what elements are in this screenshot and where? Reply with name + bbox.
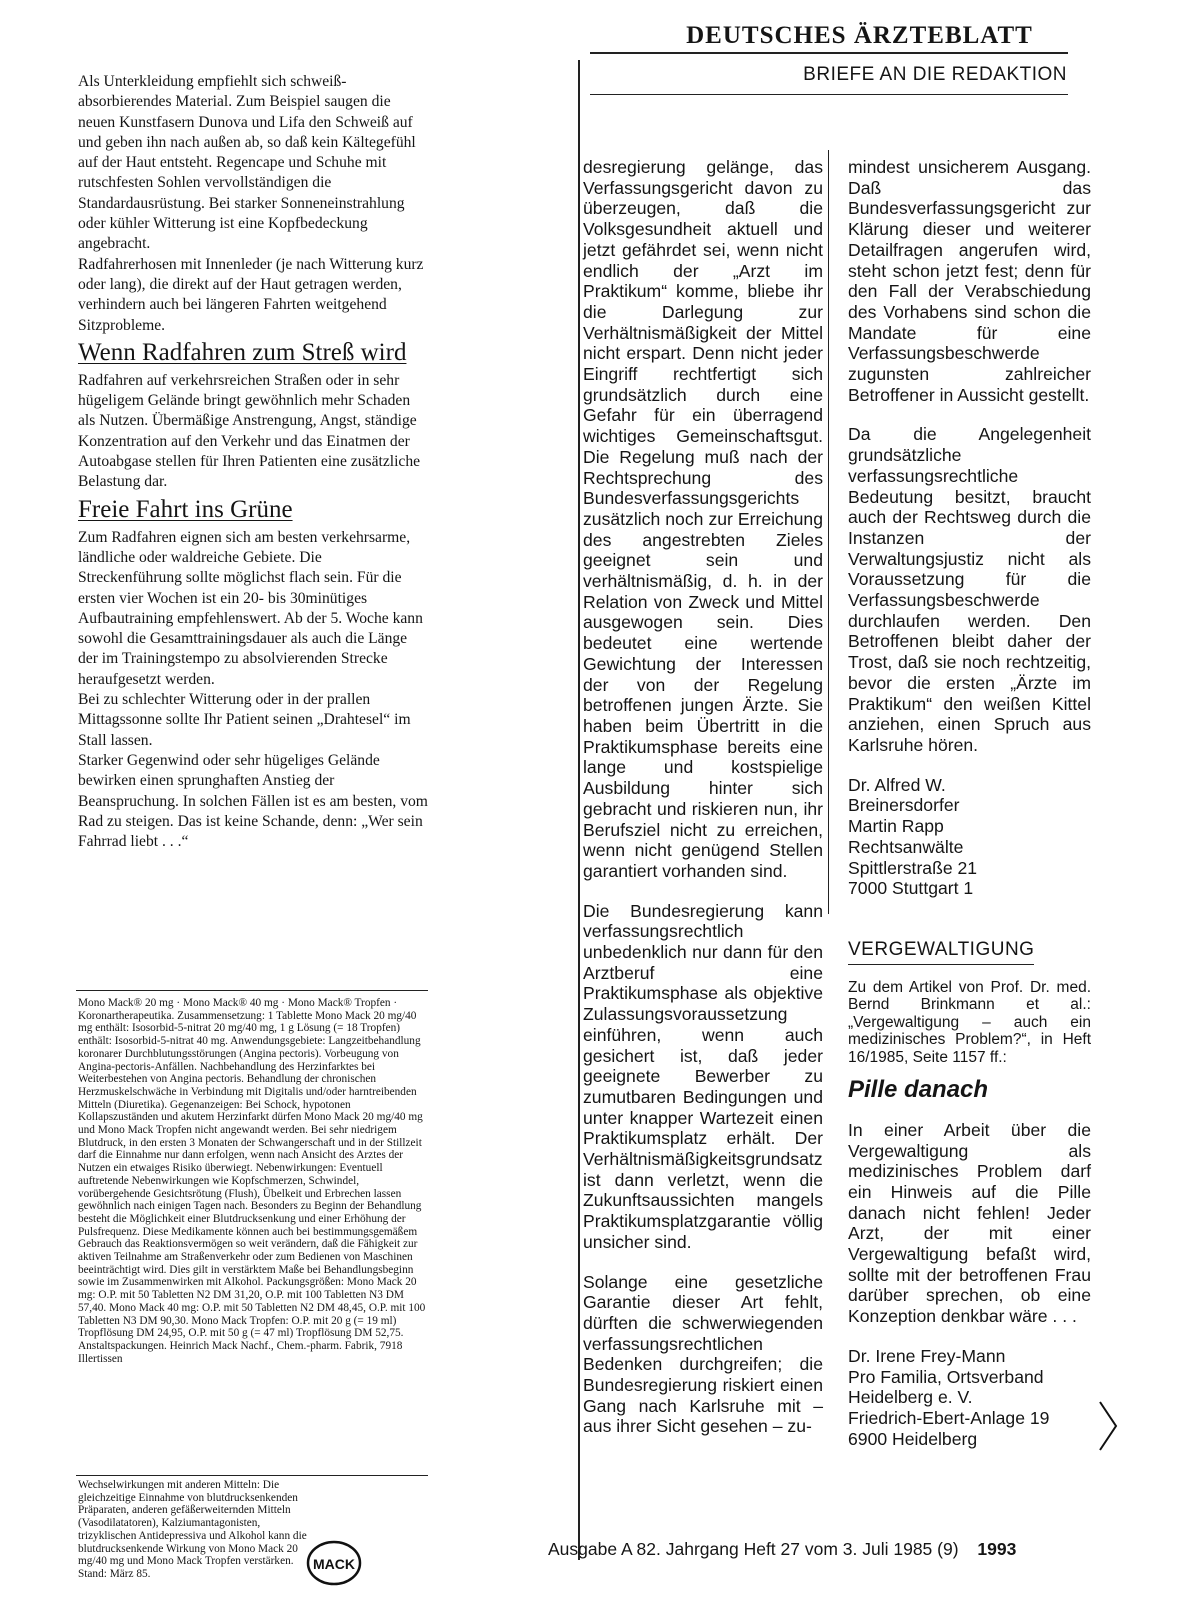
signature-2 — [848, 1346, 1091, 1450]
drug-ad-text: Mono Mack® 20 mg · Mono Mack® 40 mg · Mono Mack® Tropfen · Koronartherapeutika. Zusammensetzung: 1 Tablette Mono Mack 20 mg/40 mg enthält: Isosorbid-5-nitrat 20 mg/40 mg, 1 g Lösung (= 18 Tropfen) enthält: Isosorbid-5-nitrat 40 mg. Anwendungsgebiete: Langzeitbehandlung koronarer Durchblutungsstörungen (Angina pectoris). Vorbeugung von Angina-pectoris-Anfällen. Nachbehandlung des Herzinfarktes bei Weiterbestehen von Angina pectoris. Behandlung der chronischen Herzmuskelschwäche in Verbindung mit Digitalis und/oder harntreibenden Mitteln (Diuretika). Gegenanzeigen: Bei Schock, hypotonen Kollapszuständen und akutem Herzinfarkt dürfen Mono Mack 20 mg/40 mg und Mono Mack Tropfen nicht angewandt werden. Bei sehr niedrigem Blutdruck, in den ersten 3 Monaten der Schwangerschaft und in der Stillzeit darf die Einnahme nur dann erfolgen, wenn nach Ansicht des Arztes der Nutzen ein etwaiges Risiko überwiegt. Nebenwirkungen: Eventuell auftretende Nebenwirkungen wie Kopfschmerzen, Schwindel, vorübergehende Gesichtsrötung (Flush), Übelkeit und Erbrechen lassen gewöhnlich nach einigen Tagen nach. Besonders zu Beginn der Behandlung besteht die Möglichkeit einer Blutdrucksenkung und einer Erhöhung der Pulsfrequenz. Diese Medikamente können auch bei bestimmungsgemäßem Gebrauch das Reaktionsvermögen so weit verändern, daß die Fähigkeit zur aktiven Teilnahme am Straßenverkehr oder zum Bedienen von Maschinen beeinträchtigt wird. Dies gilt in verstärktem Maße bei Behandlungsbeginn sowie im Zusammenwirken mit Alkohol. Packungsgrößen: Mono Mack 20 mg: O.P. mit 50 Tabletten N2 DM 31,20, O.P. mit 100 Tabletten N3 DM 57,40. Mono Mack 40 mg: O.P. mit 50 Tabletten N2 DM 48,45, O.P. mit 100 Tabletten N3 DM 90,30. Mono Mack Tropfen: O.P. mit 20 g (= 19 ml) Tropflösung DM 24,95, O.P. mit 50 g (= 47 ml) Tropflösung DM 52,75. Anstaltspackungen. Heinrich Mack Nachf., Chem.-pharm. Fabrik, 7918 Illertissen — [78, 997, 426, 1365]
signature-line: Dr. Irene Frey-Mann — [848, 1345, 1006, 1366]
paragraph: Radfahrerhosen mit Innenleder (je nach Witterung kurz oder lang), die direkt auf der Haut getragen werden, verhindern auch bei längeren Fahrten weitgehend Sitzprobleme. — [78, 255, 424, 334]
masthead-rule — [590, 52, 1068, 54]
rubric: VERGEWALTIGUNG — [848, 940, 1034, 965]
paragraph: Starker Gegenwind oder sehr hügeliges Gelände bewirken einen sprunghaften Anstieg der Beanspruchung. In solchen Fällen ist es am besten, vom Rad zu steigen. Das ist keine Schande, denn: „Wer sein Fahrrad liebt . . .“ — [78, 751, 428, 851]
logo-text: MACK — [313, 1556, 355, 1572]
page-number: 1993 — [977, 1539, 1017, 1559]
paragraph: Solange eine gesetzliche Garantie dieser Art fehlt, dürften die schwerwiegenden verfassungsrechtlichen Bedenken durchgreifen; die Bundesregierung riskiert einen Gang nach Karlsruhe mit – aus ihrer Sicht gesehen – zu- — [583, 1271, 823, 1437]
signature-line: Spittlerstraße 21 — [848, 857, 978, 878]
paragraph: Zum Radfahren eignen sich am besten verkehrsarme, ländliche oder waldreiche Gebiete. Die Streckenführung sollte möglichst flach sein. Für die ersten vier Wochen ist ein 20- bis 30minütiges Aufbautraining empfehlenswert. Ab der 5. Woche kann sowohl die Gesamttrainingsdauer als auch die Länge der im Trainingstempo zu absolvierenden Strecke heraufgesetzt werden. — [78, 528, 423, 688]
paragraph: Da die Angelegenheit grundsätzliche verfassungsrechtliche Bedeutung besitzt, braucht auch der Rechtsweg durch die Instanzen der Verwaltungsjustiz nicht als Voraussetzung für die Verfassungsbeschwerde durchlaufen werden. Den Betroffenen bleibt daher der Trost, daß sie noch rechtzeitig, bevor die ersten „Ärzte im Praktikum“ den weißen Kittel anziehen, einen Spruch aus Karlsruhe hören. — [848, 424, 1091, 755]
signature-line: Rechtsanwälte — [848, 836, 964, 857]
mack-logo — [306, 1540, 362, 1586]
drug-ad-interactions: Wechselwirkungen mit anderen Mitteln: Die gleichzeitige Einnahme von blutdrucksenkenden Präparaten, anderen gefäßerweiternden Mitteln (Vasodilatatoren), Kalziumantagonisten, trizyklischen Antidepressiva und Alkohol kann die blutdrucksenkende Wirkung von Mono Mack 20 mg/40 mg und Mono Mack Tropfen verstärken. Stand: März 85. — [78, 1479, 307, 1580]
subheading: Freie Fahrt ins Grüne — [78, 495, 293, 523]
subheading: Wenn Radfahren zum Streß wird — [78, 338, 407, 366]
masthead: DEUTSCHES ÄRZTEBLATT — [686, 22, 1033, 49]
signature-line: Pro Familia, Ortsverband — [848, 1366, 1044, 1387]
signature-line: Martin Rapp — [848, 816, 944, 837]
letter-column-2 — [848, 157, 1091, 1449]
paragraph: Radfahren auf verkehrsreichen Straßen oder in sehr hügeligem Gelände bringt gewöhnlich mehr Schaden als Nutzen. Übermäßige Anstrengung, Angst, ständige Konzentration auf den Verkehr und das Einatmen der Autoabgase stellen für Ihren Patienten eine zusätzliche Belastung dar. — [78, 371, 421, 491]
ad-rule — [76, 1475, 428, 1476]
section-rule — [590, 94, 1068, 95]
paragraph: mindest unsicherem Ausgang. Daß das Bundesverfassungsgericht zur Klärung dieser und weiterer Detailfragen angerufen wird, steht schon jetzt fest; denn für den Fall der Verabschiedung des Vorhabens sind schon die Mandate für eine Verfassungsbeschwerde zugunsten zahlreicher Betroffener in Aussicht gestellt. — [848, 157, 1091, 405]
continue-arrow-icon — [1098, 1400, 1118, 1452]
signature-line: Dr. Alfred W. — [848, 774, 946, 795]
paragraph: Die Bundesregierung kann verfassungsrechtlich unbedenklich nur dann für den Arztberuf eine Praktikumsphase als objektive Zulassungsvoraussetzung einführen, wenn auch gesichert ist, daß jeder geeignete Bewerber zu zumutbaren Bedingungen und unter knapper Wartezeit einen Praktikumsplatz erhält. Der Verhältnismäßigkeitsgrundsatz ist dann verletzt, wenn die Zukunftsaussichten mangels Praktikumsplatzgarantie völlig unsicher sind. — [583, 900, 823, 1252]
signature-line: Breinersdorfer — [848, 795, 960, 816]
letter-headline: Pille danach — [848, 1076, 989, 1104]
paragraph: Bei zu schlechter Witterung oder in der prallen Mittagssonne sollte Ihr Patient seinen „Drahtesel“ im Stall lassen. — [78, 691, 411, 749]
signature-line: 7000 Stuttgart 1 — [848, 878, 974, 899]
page-footer — [548, 1539, 1093, 1560]
signature-line: Heidelberg e. V. — [848, 1387, 973, 1408]
section-title: BRIEFE AN DIE REDAKTION — [803, 64, 1067, 85]
issue-info: Ausgabe A 82. Jahrgang Heft 27 vom 3. Juli 1985 (9) — [548, 1539, 959, 1559]
signature-line: Friedrich-Ebert-Anlage 19 — [848, 1407, 1050, 1428]
letter-column-1 — [583, 157, 823, 1456]
paragraph: In einer Arbeit über die Vergewaltigung als medizinisches Problem darf ein Hinweis auf die Pille danach nicht fehlen! Jeder Arzt, der mit einer Vergewaltigung befaßt wird, sollte mit der betroffenen Frau darüber sprechen, ob eine Konzeption denkbar wäre . . . — [848, 1119, 1091, 1327]
paragraph: desregierung gelänge, das Verfassungsgericht davon zu überzeugen, daß die Volksgesundheit aktuell und jetzt gefährdet sei, wenn nicht endlich der „Arzt im Praktikum“ komme, bliebe ihr die Darlegung zur Verhältnismäßigkeit der Mittel nicht erspart. Denn nicht jeder Eingriff rechtfertigt sich grundsätzlich durch eine Gefahr für ein überragend wichtiges Gemeinschaftsgut. Die Regelung muß nach der Rechtsprechung des Bundesverfassungsgerichts zusätzlich noch zur Erreichung des angestrebten Zieles geeignet sein und verhältnismäßig, d. h. in der Relation von Zweck und Mittel ausgewogen sein. Dies bedeutet eine wertende Gewichtung der Interessen der von der Regelung betroffenen jungen Ärzte. Sie haben beim Übertritt in die Praktikumsphase bereits eine lange und kostspielige Ausbildung hinter sich gebracht und riskieren nun, ihr Berufsziel nicht zu erreichen, wenn nicht genügend Stellen garantiert vorhanden sind. — [583, 157, 823, 881]
left-article — [78, 72, 428, 852]
signature-1 — [848, 775, 1091, 899]
signature-line: 6900 Heidelberg — [848, 1428, 978, 1449]
paragraph: Als Unterkleidung empfiehlt sich schweiß-absorbierendes Material. Zum Beispiel saugen die neuen Kunstfasern Dunova und Lifa den Schweiß auf und geben ihn nach außen ab, so daß kein Kältegefühl auf der Haut entsteht. Regencape und Schuhe mit rutschfesten Sohlen vervollständigen die Standardausrüstung. Bei starker Sonneneinstrahlung oder kühler Witterung ist eine Kopfbedeckung angebracht. — [78, 73, 416, 253]
reference-note: Zu dem Artikel von Prof. Dr. med. Bernd Brinkmann et al.: „Vergewaltigung – auch ein medizinisches Problem?“, in Heft 16/1985, Seite 1157 ff.: — [848, 978, 1091, 1066]
ad-rule — [76, 990, 428, 991]
